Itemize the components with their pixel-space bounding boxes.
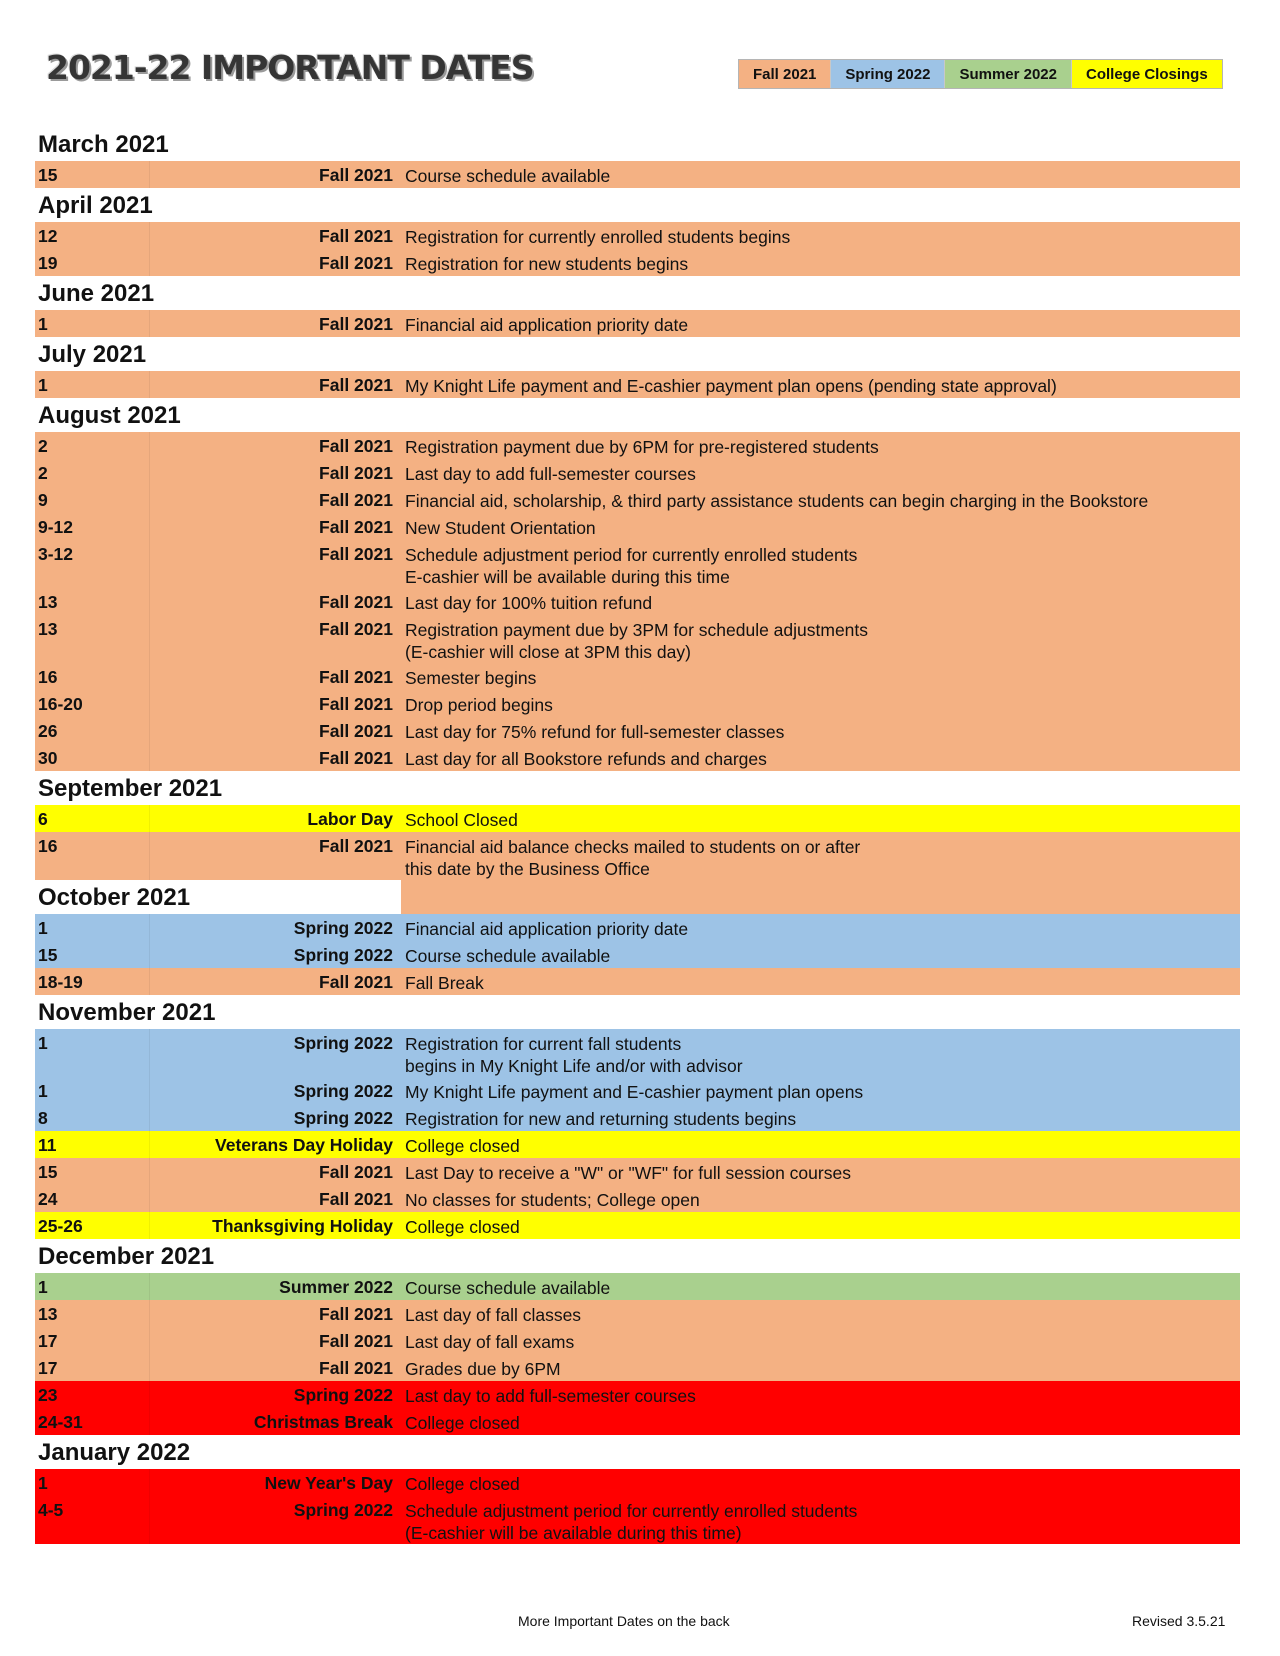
month-label: June 2021: [38, 280, 155, 307]
date-row: [35, 968, 1240, 995]
month-heading: [35, 880, 1240, 914]
row-date: 1: [35, 1077, 150, 1104]
row-term: Fall 2021: [319, 836, 393, 856]
row-event: [401, 663, 1240, 689]
row-term: Spring 2022: [293, 1033, 393, 1053]
row-date: 16: [35, 663, 150, 690]
legend-item: Spring 2022: [831, 60, 945, 88]
row-event: [401, 914, 1240, 940]
event-line: No classes for students; College open: [405, 1190, 700, 1210]
row-term: Fall 2021: [319, 972, 393, 992]
row-event: [401, 459, 1240, 485]
row-term: Fall 2021: [319, 667, 393, 687]
date-row: [35, 615, 1240, 663]
date-row: [35, 1327, 1240, 1354]
row-event: [401, 1077, 1240, 1103]
row-term: Fall 2021: [319, 517, 393, 537]
date-row: [35, 1077, 1240, 1104]
row-date: 24: [35, 1185, 150, 1212]
month-heading: [35, 1435, 1240, 1469]
row-term: Fall 2021: [319, 1189, 393, 1209]
date-row: [35, 1354, 1240, 1381]
row-date: 3-12: [35, 540, 150, 588]
row-event: [401, 1185, 1240, 1211]
row-date: 19: [35, 249, 150, 276]
row-term: New Year's Day: [264, 1473, 393, 1493]
month-heading: [35, 771, 1240, 805]
row-term: Fall 2021: [319, 1162, 393, 1182]
row-date: 30: [35, 744, 150, 771]
month-heading: [35, 188, 1240, 222]
date-row: [35, 1300, 1240, 1327]
date-row: [35, 513, 1240, 540]
event-line: Schedule adjustment period for currently enrolled students: [405, 545, 858, 565]
row-date: 23: [35, 1381, 150, 1408]
row-term: Veterans Day Holiday: [215, 1135, 393, 1155]
date-row: [35, 588, 1240, 615]
row-date: 15: [35, 1158, 150, 1185]
row-date: 13: [35, 1300, 150, 1327]
event-line: Semester begins: [405, 668, 537, 688]
month-label: January 2022: [38, 1439, 191, 1466]
row-date: 12: [35, 222, 150, 249]
event-line: Financial aid balance checks mailed to students on or after: [405, 837, 861, 857]
month-heading: [35, 995, 1240, 1029]
date-row: [35, 371, 1240, 398]
date-row: [35, 832, 1240, 880]
row-event: [401, 1131, 1240, 1157]
row-term: Fall 2021: [319, 1331, 393, 1351]
row-date: 13: [35, 615, 150, 663]
row-event: [401, 310, 1240, 336]
date-row: [35, 161, 1240, 188]
row-term: Fall 2021: [319, 1358, 393, 1378]
row-date: 2: [35, 459, 150, 486]
event-line: Registration for new and returning students begins: [405, 1109, 797, 1129]
color-legend: [738, 59, 1223, 89]
date-row: [35, 1381, 1240, 1408]
row-event: [401, 513, 1240, 539]
row-term: Summer 2022: [279, 1277, 393, 1297]
month-fill: [401, 880, 1240, 914]
event-line: Last day for 100% tuition refund: [405, 593, 653, 613]
row-term: Spring 2022: [293, 1500, 393, 1520]
event-line: Last day to add full-semester courses: [405, 464, 696, 484]
row-date: 6: [35, 805, 150, 832]
row-event: [401, 1212, 1240, 1238]
row-term: Fall 2021: [319, 253, 393, 273]
month-label: April 2021: [38, 192, 153, 219]
row-term: Fall 2021: [319, 165, 393, 185]
row-term: Spring 2022: [293, 1108, 393, 1128]
row-date: 9: [35, 486, 150, 513]
row-event: [401, 1327, 1240, 1353]
date-row: [35, 744, 1240, 771]
row-event: [401, 432, 1240, 458]
row-term: Spring 2022: [293, 945, 393, 965]
event-line: Financial aid, scholarship, & third party assistance students can begin charging in the Bookstore: [405, 491, 1149, 511]
row-date: 1: [35, 1273, 150, 1300]
date-row: [35, 1408, 1240, 1435]
date-row: [35, 914, 1240, 941]
date-row: [35, 1212, 1240, 1239]
row-date: 17: [35, 1354, 150, 1381]
row-term: Fall 2021: [319, 463, 393, 483]
row-term: Fall 2021: [319, 694, 393, 714]
event-line: Course schedule available: [405, 1278, 611, 1298]
row-date: 24-31: [35, 1408, 150, 1435]
month-label: November 2021: [38, 999, 216, 1026]
row-term: Labor Day: [307, 809, 393, 829]
event-line: Last day for 75% refund for full-semester classes: [405, 722, 785, 742]
row-event: [401, 371, 1240, 397]
event-line: Last day of fall exams: [405, 1332, 575, 1352]
row-event: [401, 540, 1240, 588]
event-line: Registration payment due by 6PM for pre-registered students: [405, 437, 879, 457]
event-line: (E-cashier will be available during this time): [405, 1523, 742, 1543]
date-row: [35, 1469, 1240, 1496]
event-line: E-cashier will be available during this time: [405, 567, 730, 587]
date-row: [35, 805, 1240, 832]
row-term: Christmas Break: [253, 1412, 393, 1432]
row-event: [401, 744, 1240, 770]
date-row: [35, 1273, 1240, 1300]
event-line: this date by the Business Office: [405, 859, 650, 879]
row-date: 15: [35, 941, 150, 968]
row-term: Fall 2021: [319, 1304, 393, 1324]
date-row: [35, 1185, 1240, 1212]
row-event: [401, 1496, 1240, 1544]
legend-item: Summer 2022: [945, 60, 1072, 88]
row-term: Thanksgiving Holiday: [212, 1216, 393, 1236]
month-heading: [35, 398, 1240, 432]
row-date: 2: [35, 432, 150, 459]
date-row: [35, 1158, 1240, 1185]
row-date: 13: [35, 588, 150, 615]
revision-date: Revised 3.5.21: [1132, 1613, 1226, 1629]
event-line: College closed: [405, 1217, 520, 1237]
event-line: begins in My Knight Life and/or with advisor: [405, 1056, 743, 1076]
row-term: Spring 2022: [293, 918, 393, 938]
event-line: Last day for all Bookstore refunds and charges: [405, 749, 767, 769]
month-label: March 2021: [38, 131, 169, 158]
page-title: 2021-22 IMPORTANT DATES: [46, 48, 534, 87]
row-term: Fall 2021: [319, 544, 393, 564]
event-line: Registration for new students begins: [405, 254, 689, 274]
row-term: Fall 2021: [319, 314, 393, 334]
event-line: Schedule adjustment period for currently enrolled students: [405, 1501, 858, 1521]
row-term: Fall 2021: [319, 592, 393, 612]
date-row: [35, 941, 1240, 968]
month-label: December 2021: [38, 1243, 215, 1270]
event-line: Financial aid application priority date: [405, 315, 689, 335]
row-event: [401, 486, 1240, 512]
event-line: Course schedule available: [405, 166, 611, 186]
date-row: [35, 310, 1240, 337]
month-heading: [35, 1239, 1240, 1273]
row-event: [401, 615, 1240, 663]
event-line: Drop period begins: [405, 695, 553, 715]
event-line: College closed: [405, 1413, 520, 1433]
event-line: Registration for currently enrolled students begins: [405, 227, 791, 247]
event-line: College closed: [405, 1136, 520, 1156]
date-row: [35, 717, 1240, 744]
row-date: 1: [35, 1029, 150, 1077]
event-line: Fall Break: [405, 973, 484, 993]
row-date: 11: [35, 1131, 150, 1158]
row-date: 1: [35, 914, 150, 941]
row-term: Fall 2021: [319, 748, 393, 768]
row-event: [401, 1273, 1240, 1299]
row-date: 4-5: [35, 1496, 150, 1544]
row-event: [401, 1029, 1240, 1077]
row-event: [401, 161, 1240, 187]
event-line: My Knight Life payment and E-cashier payment plan opens (pending state approval): [405, 376, 1057, 396]
row-event: [401, 222, 1240, 248]
event-line: New Student Orientation: [405, 518, 596, 538]
event-line: (E-cashier will close at 3PM this day): [405, 642, 691, 662]
event-line: Course schedule available: [405, 946, 611, 966]
month-heading: [35, 127, 1240, 161]
row-date: 9-12: [35, 513, 150, 540]
row-event: [401, 249, 1240, 275]
row-date: 25-26: [35, 1212, 150, 1239]
row-date: 16-20: [35, 690, 150, 717]
row-date: 1: [35, 371, 150, 398]
back-page-note: More Important Dates on the back: [518, 1613, 730, 1629]
event-line: College closed: [405, 1474, 520, 1494]
event-line: Grades due by 6PM: [405, 1359, 561, 1379]
legend-item: College Closings: [1072, 60, 1222, 88]
row-date: 16: [35, 832, 150, 880]
date-row: [35, 1131, 1240, 1158]
row-term: Fall 2021: [319, 619, 393, 639]
event-line: Last Day to receive a "W" or "WF" for full session courses: [405, 1163, 851, 1183]
row-term: Fall 2021: [319, 226, 393, 246]
row-event: [401, 1469, 1240, 1495]
date-row: [35, 249, 1240, 276]
event-line: Last day to add full-semester courses: [405, 1386, 696, 1406]
row-term: Fall 2021: [319, 375, 393, 395]
dates-calendar: [35, 127, 1240, 1544]
row-date: 1: [35, 310, 150, 337]
row-date: 26: [35, 717, 150, 744]
month-label: October 2021: [38, 884, 191, 911]
row-event: [401, 1104, 1240, 1130]
row-date: 8: [35, 1104, 150, 1131]
date-row: [35, 540, 1240, 588]
row-event: [401, 690, 1240, 716]
legend-item: Fall 2021: [739, 60, 831, 88]
row-date: 17: [35, 1327, 150, 1354]
date-row: [35, 1104, 1240, 1131]
event-line: Financial aid application priority date: [405, 919, 689, 939]
month-heading: [35, 337, 1240, 371]
date-row: [35, 459, 1240, 486]
row-event: [401, 1158, 1240, 1184]
date-row: [35, 486, 1240, 513]
row-date: 18-19: [35, 968, 150, 995]
event-line: Registration payment due by 3PM for schedule adjustments: [405, 620, 869, 640]
row-term: Fall 2021: [319, 490, 393, 510]
row-date: 15: [35, 161, 150, 188]
row-event: [401, 1381, 1240, 1407]
row-event: [401, 1300, 1240, 1326]
month-heading: [35, 276, 1240, 310]
row-event: [401, 968, 1240, 994]
month-label: September 2021: [38, 775, 223, 802]
date-row: [35, 432, 1240, 459]
event-line: School Closed: [405, 810, 518, 830]
row-term: Fall 2021: [319, 721, 393, 741]
row-event: [401, 717, 1240, 743]
date-row: [35, 1029, 1240, 1077]
row-term: Spring 2022: [293, 1385, 393, 1405]
date-row: [35, 690, 1240, 717]
row-event: [401, 1354, 1240, 1380]
month-label: August 2021: [38, 402, 181, 429]
row-event: [401, 1408, 1240, 1434]
event-line: Last day of fall classes: [405, 1305, 582, 1325]
row-event: [401, 941, 1240, 967]
row-term: Spring 2022: [293, 1081, 393, 1101]
date-row: [35, 1496, 1240, 1544]
row-event: [401, 832, 1240, 880]
row-event: [401, 805, 1240, 831]
row-date: 1: [35, 1469, 150, 1496]
event-line: Registration for current fall students: [405, 1034, 682, 1054]
date-row: [35, 663, 1240, 690]
event-line: My Knight Life payment and E-cashier payment plan opens: [405, 1082, 864, 1102]
month-label: July 2021: [38, 341, 147, 368]
date-row: [35, 222, 1240, 249]
row-term: Fall 2021: [319, 436, 393, 456]
row-event: [401, 588, 1240, 614]
